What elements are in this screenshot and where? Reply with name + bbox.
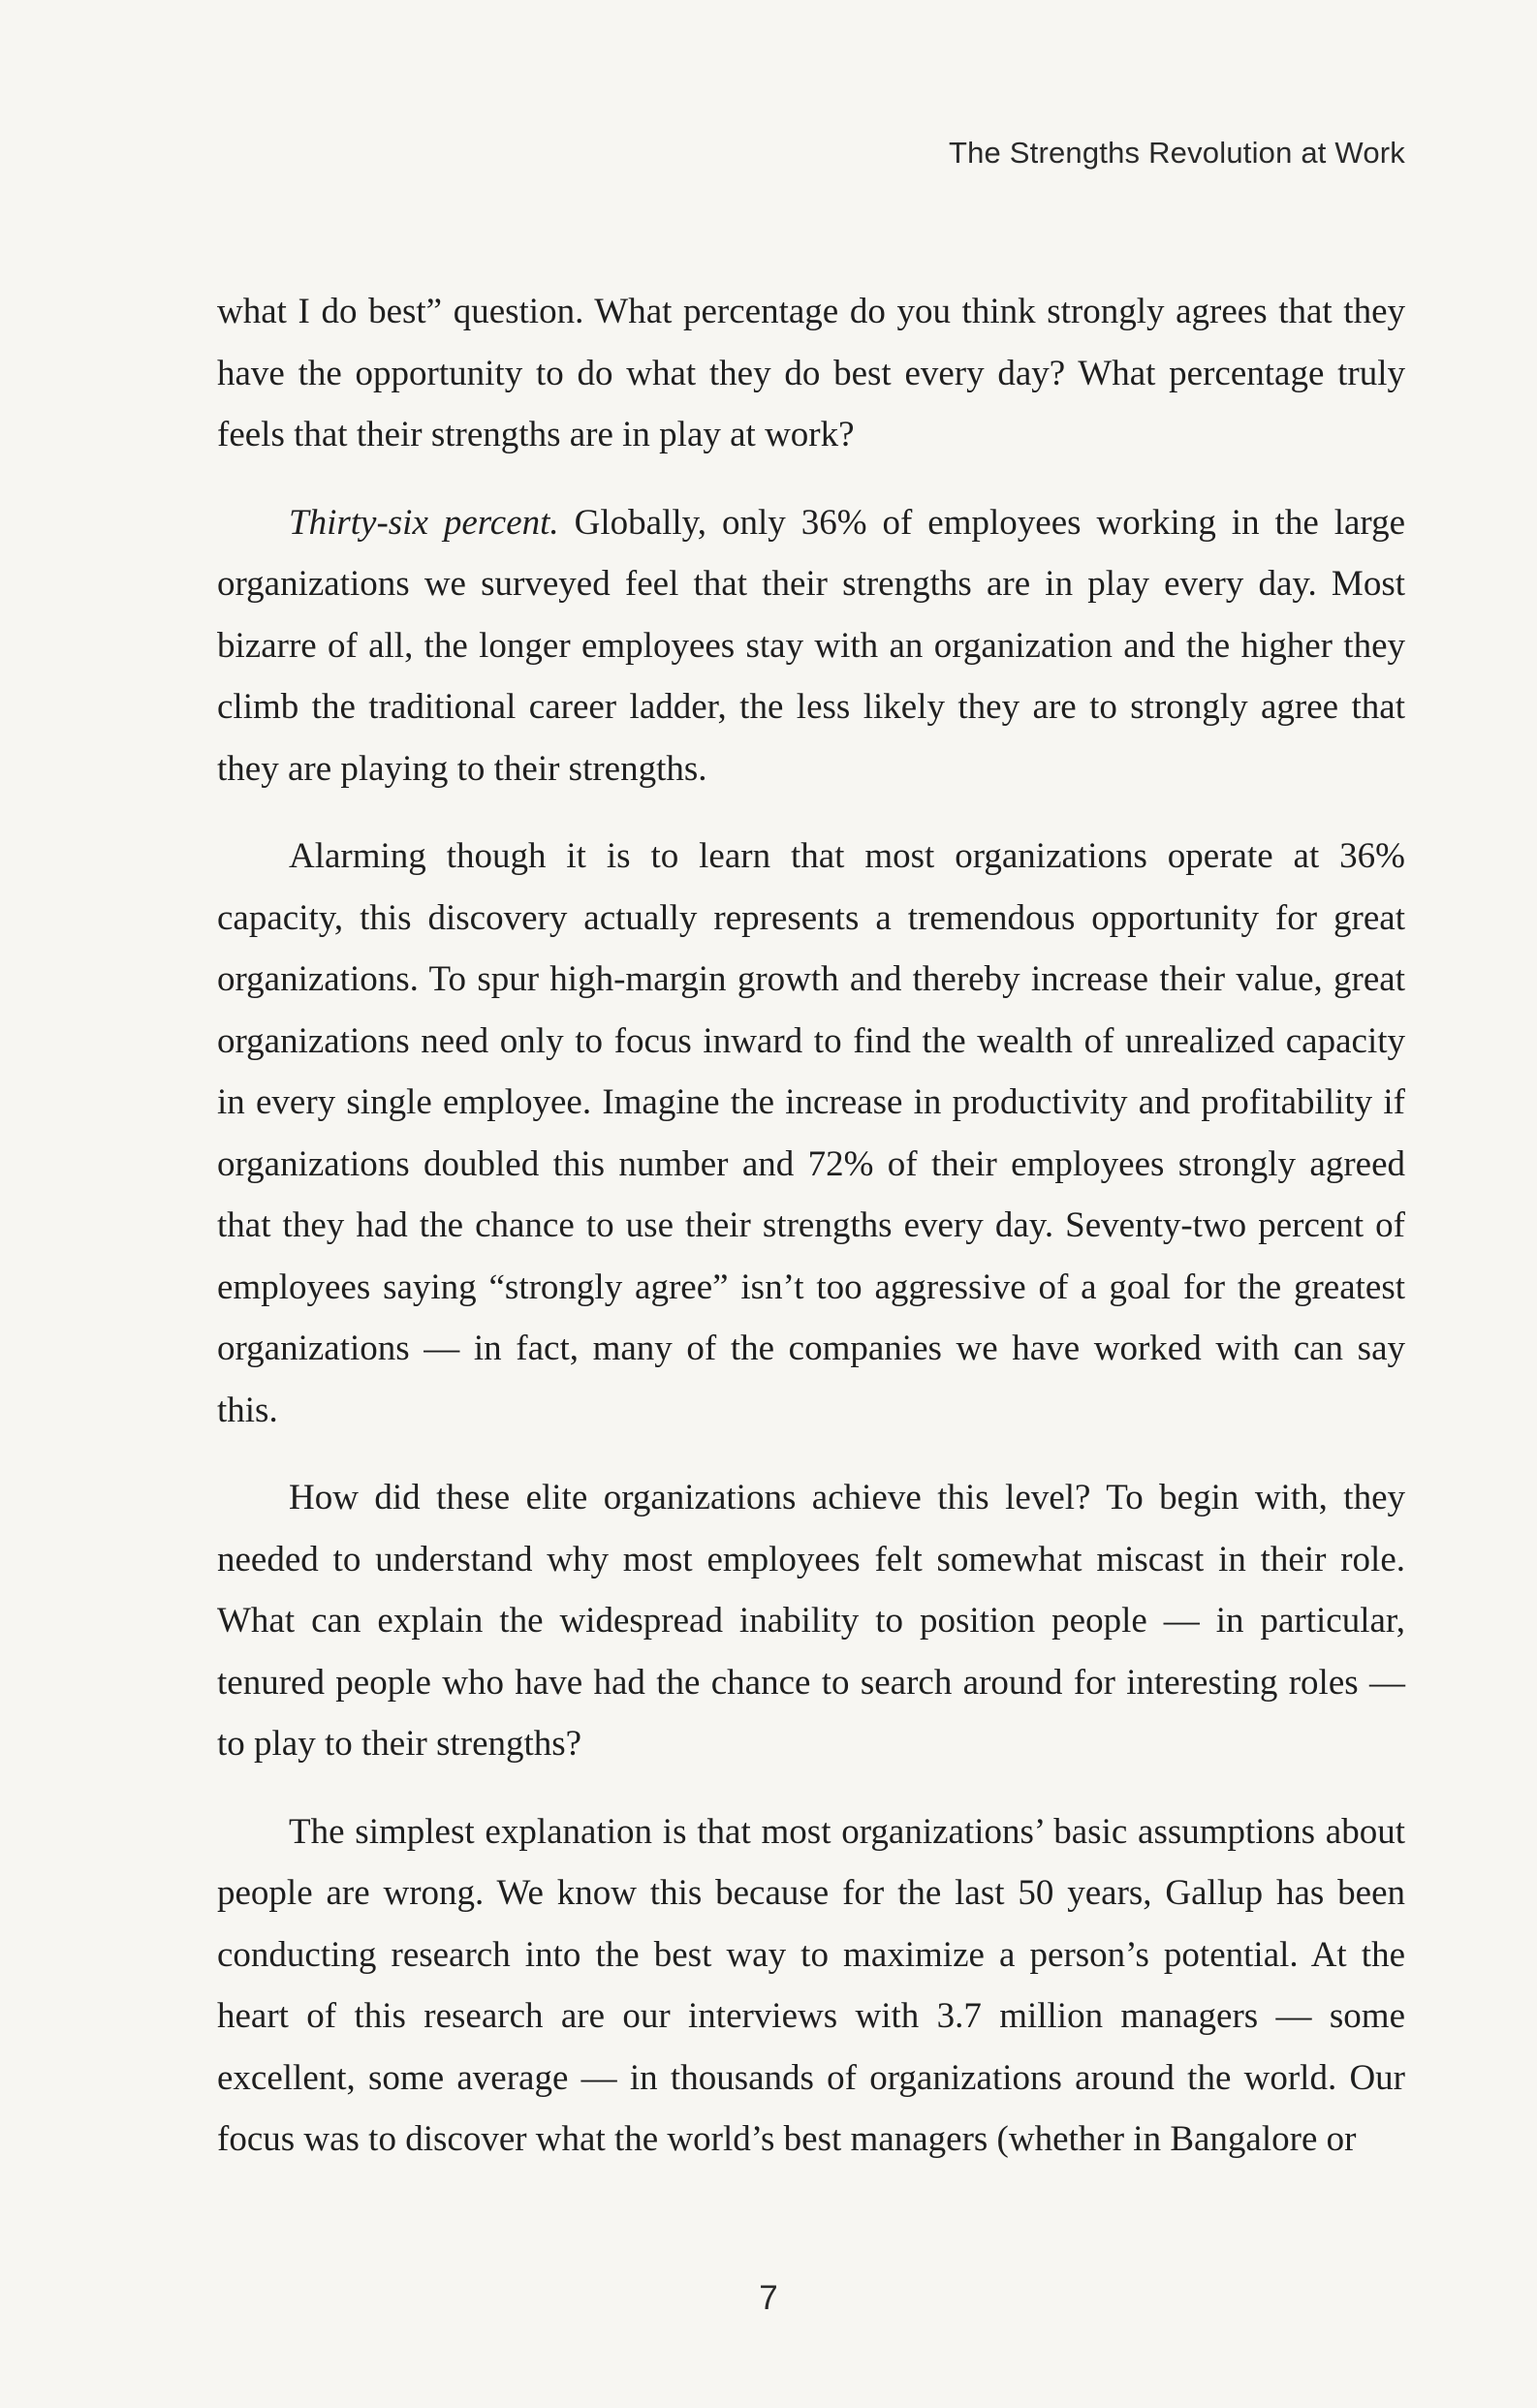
paragraph-alarming: Alarming though it is to learn that most organizations operate at 36% capacity, this discovery actually represents a tremendous opportunity for great organizations. To spur high-margin growth and thereby increase their value, great organizations need only to focus inward to find the wealth of unrealized capacity in every single employee. Imagine the increase in productivity and profitability if organizations doubled this number and 72% of their employees strongly agreed that they had the chance to use their strengths every day. Seventy-two percent of employees saying “strongly agree” isn’t too aggressive of a goal for the greatest organizations — in fact, many of the companies we have worked with can say this. xyxy=(217,836,1405,1430)
paragraph-simplest-explanation: The simplest explanation is that most organizations’ basic assumptions about people are wrong. We know this because for the last 50 years, Gallup has been conducting research into the best way to maximize a person’s potential. At the heart of this research are our interviews with 3.7 million managers — some excellent, some average — in thousands of organizations around the world. Our focus was to discover what the world’s best managers (whether in Bangalore or xyxy=(217,1811,1405,2159)
paragraph-thirty-six-percent xyxy=(217,492,1405,800)
page-number: 7 xyxy=(759,2279,778,2317)
paragraph-elite-organizations: How did these elite organizations achieve this level? To begin with, they needed to understand why most employees felt somewhat miscast in their role. What can explain the widespread inability to position people — in particular, tenured people who have had the chance to search around for interesting roles — to play to their strengths? xyxy=(217,1478,1405,1764)
paragraph-text: Globally, only 36% of employees working in the large organizations we surveyed feel that their strengths are in play every day. Most bizarre of all, the longer employees stay with an organization and the higher they climb the traditional career ladder, the less likely they are to strongly agree that they are playing to their strengths. xyxy=(217,502,1405,789)
running-head: The Strengths Revolution at Work xyxy=(948,136,1405,170)
body-text xyxy=(217,281,1405,2197)
paragraph-continuation: what I do best” question. What percentage do you think strongly agrees that they have the opportunity to do what they do best every day? What percentage truly feels that their strengths are in play at work? xyxy=(217,292,1405,454)
italic-lead-phrase: Thirty-six percent. xyxy=(289,502,559,543)
